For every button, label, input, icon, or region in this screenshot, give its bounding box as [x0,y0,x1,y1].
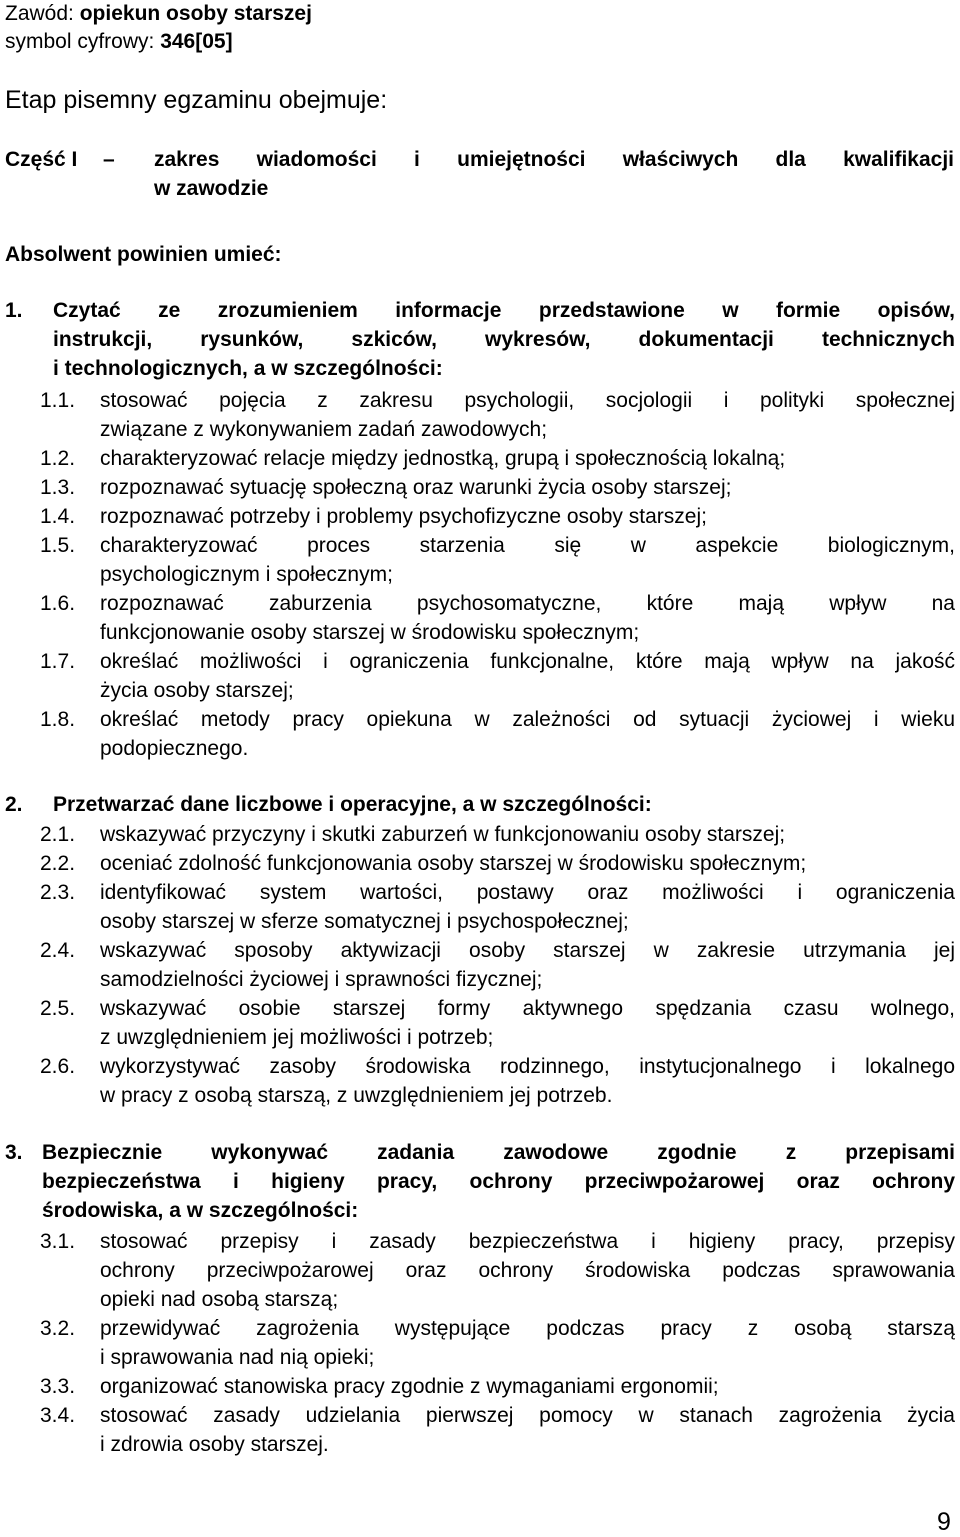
item-1-8-line-1: określać metody pracy opiekuna w zależności od sytuacji życiowej i wieku [100,708,955,731]
item-3-1-line-2: ochrony przeciwpożarowej oraz ochrony środowiska podczas sprawowania [100,1259,955,1282]
item-3-1-line-1: stosować przepisy i zasady bezpieczeństwa i higieny pracy, przepisy [100,1230,955,1253]
exam-intro: Etap pisemny egzaminu obejmuje: [5,86,388,114]
item-2-1-number: 2.1. [40,823,76,846]
item-2-4-line-2: samodzielności życiowej i sprawności fizycznej; [100,968,543,991]
symbol-label: symbol cyfrowy: [5,30,155,53]
graduate-label: Absolwent powinien umieć: [5,243,282,266]
item-3-1-line-3: opieki nad osobą starszą; [100,1288,339,1311]
page-number: 9 [937,1508,951,1536]
item-1-2-line-1: charakteryzować relacje między jednostką, grupą i społecznością lokalną; [100,447,786,470]
profession-label: Zawód: [5,2,74,25]
item-3-2-line-2: i sprawowania nad nią opieki; [100,1346,375,1369]
item-3-3-line-1: organizować stanowiska pracy zgodnie z wymaganiami ergonomii; [100,1375,719,1398]
symbol-value: 346[05] [160,30,233,53]
item-3-3-number: 3.3. [40,1375,76,1398]
section-1-number: 1. [5,299,23,322]
section-1-heading-line-3: i technologicznych, a w szczególności: [53,357,443,380]
item-1-7-line-1: określać możliwości i ograniczenia funkcjonalne, które mają wpływ na jakość [100,650,955,673]
section-3-heading-line-1: Bezpiecznie wykonywać zadania zawodowe zgodnie z przepisami [42,1141,955,1164]
item-2-3-number: 2.3. [40,881,76,904]
item-1-4-line-1: rozpoznawać potrzeby i problemy psychofizyczne osoby starszej; [100,505,707,528]
symbol-line [5,27,233,56]
item-2-4-number: 2.4. [40,939,76,962]
item-2-2-number: 2.2. [40,852,76,875]
item-2-6-line-2: w pracy z osobą starszą, z uwzględnieniem jej potrzeb. [100,1084,613,1107]
item-1-6-line-2: funkcjonowanie osoby starszej w środowisku społecznym; [100,621,640,644]
part-dash: – [103,148,115,171]
item-3-2-number: 3.2. [40,1317,76,1340]
item-1-5-line-2: psychologicznym i społecznym; [100,563,393,586]
item-1-7-line-2: życia osoby starszej; [100,679,294,702]
profession-line [5,0,312,28]
item-3-4-line-2: i zdrowia osoby starszej. [100,1433,329,1456]
section-1-heading-line-2: instrukcji, rysunków, szkiców, wykresów, dokumentacji technicznych [53,328,955,351]
part-title-line-1: zakres wiadomości i umiejętności właściwych dla kwalifikacji [154,148,954,171]
item-2-5-number: 2.5. [40,997,76,1020]
item-3-4-line-1: stosować zasady udzielania pierwszej pomocy w stanach zagrożenia życia [100,1404,955,1427]
item-1-3-line-1: rozpoznawać sytuację społeczną oraz warunki życia osoby starszej; [100,476,732,499]
item-2-5-line-1: wskazywać osobie starszej formy aktywnego spędzania czasu wolnego, [100,997,955,1020]
item-1-1-line-2: związane z wykonywaniem zadań zawodowych; [100,418,548,441]
item-1-6-line-1: rozpoznawać zaburzenia psychosomatyczne, które mają wpływ na [100,592,955,615]
item-2-3-line-2: osoby starszej w sferze somatycznej i psychospołecznej; [100,910,629,933]
item-1-4-number: 1.4. [40,505,76,528]
item-1-7-number: 1.7. [40,650,76,673]
item-3-2-line-1: przewidywać zagrożenia występujące podczas pracy z osobą starszą [100,1317,955,1340]
section-3-number: 3. [5,1141,23,1164]
item-1-1-line-1: stosować pojęcia z zakresu psychologii, socjologii i polityki społecznej [100,389,955,412]
section-3-heading-line-3: środowiska, a w szczególności: [42,1199,359,1222]
section-2-number: 2. [5,793,23,816]
item-3-1-number: 3.1. [40,1230,76,1253]
item-1-5-line-1: charakteryzować proces starzenia się w aspekcie biologicznym, [100,534,955,557]
part-label: Część I [5,148,78,171]
item-2-3-line-1: identyfikować system wartości, postawy oraz możliwości i ograniczenia [100,881,955,904]
item-1-5-number: 1.5. [40,534,76,557]
item-1-8-number: 1.8. [40,708,76,731]
item-1-6-number: 1.6. [40,592,76,615]
item-2-5-line-2: z uwzględnieniem jej możliwości i potrzeb; [100,1026,494,1049]
profession-name: opiekun osoby starszej [79,2,312,25]
item-1-3-number: 1.3. [40,476,76,499]
item-1-1-number: 1.1. [40,389,76,412]
section-3-heading-line-2: bezpieczeństwa i higieny pracy, ochrony przeciwpożarowej oraz ochrony [42,1170,955,1193]
part-title-line-2: w zawodzie [154,177,269,200]
item-3-4-number: 3.4. [40,1404,76,1427]
section-2-heading-line-1: Przetwarzać dane liczbowe i operacyjne, a w szczególności: [53,793,652,816]
section-1-heading-line-1: Czytać ze zrozumieniem informacje przedstawione w formie opisów, [53,299,955,322]
item-2-4-line-1: wskazywać sposoby aktywizacji osoby starszej w zakresie utrzymania jej [100,939,955,962]
item-2-6-line-1: wykorzystywać zasoby środowiska rodzinnego, instytucjonalnego i lokalnego [100,1055,955,1078]
item-2-2-line-1: oceniać zdolność funkcjonowania osoby starszej w środowisku społecznym; [100,852,807,875]
item-1-2-number: 1.2. [40,447,76,470]
item-2-6-number: 2.6. [40,1055,76,1078]
item-1-8-line-2: podopiecznego. [100,737,249,760]
item-2-1-line-1: wskazywać przyczyny i skutki zaburzeń w funkcjonowaniu osoby starszej; [100,823,786,846]
